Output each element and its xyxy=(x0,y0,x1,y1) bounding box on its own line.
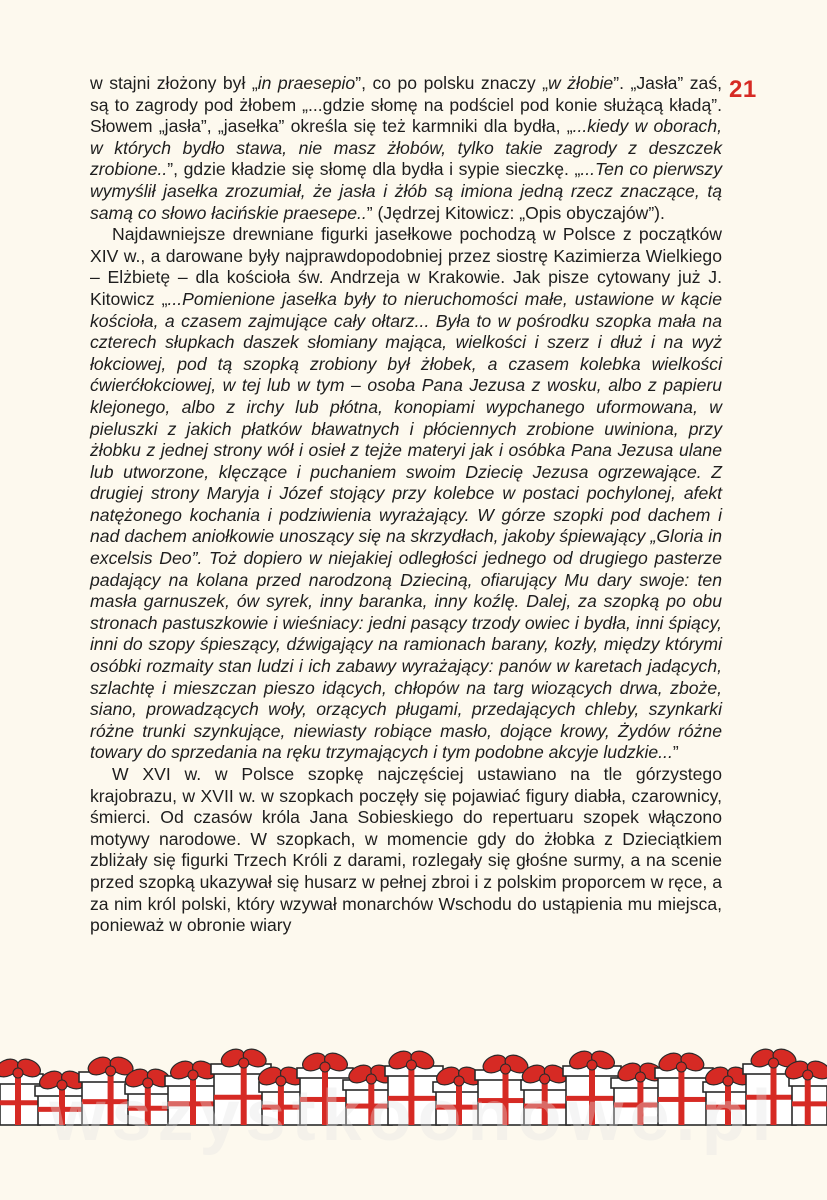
quote-text: ...Ten co pierwszy wymyślił jasełka zrozumiał, że jasła i żłób są imiona jedną rzecz znaczące, tą samą co słowo łacińskie praesepe.. xyxy=(90,159,722,223)
paragraph xyxy=(90,764,722,937)
paragraph xyxy=(90,73,722,224)
page-number: 21 xyxy=(729,76,757,103)
quote-text: w żłobie xyxy=(548,73,614,93)
body-text: ” (Jędrzej Kitowicz: „Opis obyczajów”). xyxy=(366,202,665,223)
quote-text: ...Pomienione jasełka były to nieruchomości małe, ustawione w kącie kościoła, a czasem zajmujące cały ołtarz... Była to w pośrodku szopka mała na czterech słupkach daszek słomiany mająca, wielkości i szerz i dłuż i na wyż łokciowej, pod tą szopką zrobiony był żłobek, a czasem kolebka wielkości ćwierćłokciowej, w tej lub w tym – osoba Pana Jezusa z wosku, albo z papieru klejonego, albo z irchy lub płótna, konopiami wypchanego uformowana, w pieluszki z jakich płatków bławatnych i płóciennych zrobione uwiniona, przy żłobku z jednej strony wół i osieł z tejże materyi jak i osóbka Pana Jezusa ulane lub utworzone, klęczące i puchaniem swoim Dziecię Jezusa ogrzewające. Z drugiej strony Maryja i Józef stojący przy kolebce w postaci pochylonej, afekt natężonego kochania i podziwienia wyrażający. W górze szopki pod dachem i nad dachem aniołkowie unoszący się na skrzydłach, jakoby śpiewający „Gloria in excelsis Deo”. Toż dopiero w niejakiej odległości jednego od drugiego pasterze padający na kolana przed narodzoną Dzieciną, ofiarujący Mu dary swoje: ten masła garnuszek, ów syrek, inny baranka, inny koźlę. Dalej, za szopką po obu stronach pastuszkowie i wieśniacy: jedni pasący trzody owiec i bydła, inni śpiący, inni do szopy śpieszący, dźwigający na ramionach barany, kozły, między którymi osóbki rozmaity stan ludzi i ich zabawy wyrażający: panów w karetach jadących, szlachtę i mieszczan pieszo idących, chłopów na targ wiozących drwa, zboże, siano, prowadzących woły, orzących pługami, przedających chleby, szynkarki różne trunki szynkujące, niewiasty robiące masło, dojące krowy, Żydów różne towary do sprzedania na ręku trzymających i tym podobne akcyje ludzkie... xyxy=(90,288,722,763)
gift-boxes-border-icon xyxy=(0,1020,827,1130)
body-text: ” xyxy=(672,742,679,763)
gift-box-icon xyxy=(123,1066,175,1125)
quote-text: in praesepio xyxy=(257,73,356,93)
paragraph xyxy=(90,224,722,764)
quote-text: ...kiedy w oborach, w których bydło stawa, nie masz żłobów, tylko takie zagrody z deszczek zrobione.. xyxy=(90,116,722,180)
article-text xyxy=(90,73,722,937)
body-text: w stajni złożony był „ xyxy=(90,73,258,93)
body-text: ”. „Jasła” zaś, są to zagrody pod żłobem „...gdzie słomę na podściel pod konie służącą kładą”. Słowem „jasła”, „jasełka” określa się też karmniki dla bydła, „ xyxy=(90,73,723,137)
body-text: W XVI w. w Polsce szopkę najczęściej ustawiano na tle górzystego krajobrazu, w XVII w. w szopkach poczęły się pojawiać figury diabła, czarownicy, śmierci. Od czasów króla Jana Sobieskiego do repertuaru szopek włączono motywy narodowe. W szopkach, w momencie gdy do żłobka z Dzieciątkiem zbliżały się figurki Trzech Króli z darami, rozlegały się głośne surmy, a na scenie przed szopką ukazywał się husarz w pełnej zbroi i z polskim proporcem w ręce, a za nim król polski, który wzywał monarchów Wschodu do ustąpienia mu miejsca, ponieważ w obronie wiary xyxy=(90,764,722,936)
body-text: Najdawniejsze drewniane figurki jasełkowe pochodzą w Polsce z początków XIV w., a darowane były najprawdopodobniej przez siostrę Kazimierza Wielkiego – Elżbietę – dla kościoła św. Andrzeja w Krakowie. Jak pisze cytowany już J. Kitowicz „ xyxy=(90,224,722,309)
watermark: wszystkoonowe.pl xyxy=(49,1076,778,1156)
body-text: ”, co po polsku znaczy „ xyxy=(355,73,549,93)
body-text: ”, gdzie kładzie się słomę dla bydła i sypie sieczkę. „ xyxy=(167,159,581,180)
